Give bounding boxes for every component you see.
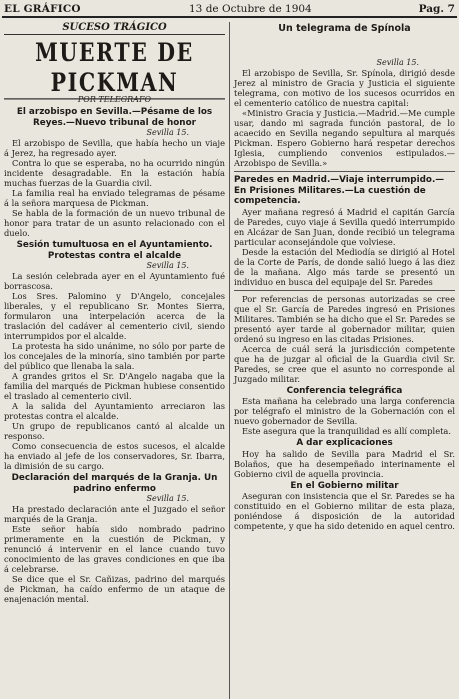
paragraph: Este señor había sido nombrado padrino primeramente en la cuestión de Pickman, y renunció á intervenir en el lance cuando tuvo conocimiento de las graves condiciones en que iba á celebrarse. [4,524,225,574]
divider [234,171,455,172]
left-column [4,22,225,604]
paragraph: Como consecuencia de estos sucesos, el alcalde ha enviado al jefe de los conservadores, Sr. Ibarra, la dimisión de su cargo. [4,441,225,471]
subhead: Conferencia telegráfica [286,385,403,396]
paragraph: Ayer mañana regresó á Madrid el capitán García de Paredes, cuyo viaje á Sevilla quedó interrumpido en Alcázar de San Juan, donde recibió un telegrama particular aconsejándole que volviese. [234,206,455,247]
paragraph: Los Sres. Palomino y D'Angelo, concejales liberales, y el republicano Sr. Montes Sierra, formularon una interpelación acerca de la traslación del cadáver al cementerio civil, siendo interrumpidos por el alcalde. [4,291,225,341]
subhead: El arzobispo en Sevilla.—Pésame de los Reyes.—Nuevo tribunal de honor [16,107,213,128]
paragraph: «Ministro Gracia y Justicia.—Madrid.—Me cumple usar, dando mi sagrada función pastoral, de lo acaecido en Sevilla negando sepultura al marqués Pickman. Espero Gobierno hará respetar derechos Iglesia, cumpliendo convenios estipulados.—Arzobispo de Sevilla.» [234,108,455,168]
paragraph: La protesta ha sido unánime, no sólo por parte de los concejales de la minoría, sino también por parte del público que llenaba la sala. [4,341,225,371]
paragraph: La sesión celebrada ayer en el Ayuntamiento fué borrascosa. [4,271,225,291]
paragraph: Un grupo de republicanos cantó al alcalde un responso. [4,421,225,441]
paragraph: Contra lo que se esperaba, no ha ocurrido ningún incidente desagradable. En la estación había muchas fuerzas de la Guardia civil. [4,158,225,188]
dateline: Sevilla 15. [376,58,419,67]
paragraph: Esta mañana ha celebrado una larga conferencia por telégrafo el ministro de la Gobernación con el nuevo gobernador de Sevilla. [234,396,455,426]
paragraph: Hoy ha salido de Sevilla para Madrid el Sr. Bolaños, que ha desempeñado interinamente el Gobierno civil de aquella provincia. [234,448,455,479]
right-headline: Un telegrama de Spínola [278,23,411,34]
paragraph: Ha prestado declaración ante el Juzgado el señor marqués de la Granja. [4,504,225,524]
subhead: A dar explicaciones [296,438,393,448]
subhead: Paredes en Madrid.—Viaje interrumpido.—En Prisiones Militares.—La cuestión de competencia. [234,175,445,206]
paragraph: El arzobispo de Sevilla, que había hecho un viaje á Jerez, ha regresado ayer. [4,138,225,158]
main-headline: MUERTE DE PICKMAN [4,37,225,100]
issue-date: 13 de Octubre de 1904 [189,3,312,15]
paragraph: Se dice que el Sr. Cañizas, padrino del marqués de Pickman, ha caído enfermo de un ataque de enajenación mental. [4,574,225,604]
dateline: Sevilla 15. [146,494,189,503]
byline: POR TELEGRAFO [77,95,152,104]
paragraph: A grandes gritos el Sr. D'Angelo nagaba que la familia del marqués de Pickman hubiese consentido el traslado al cementerio civil. [4,371,225,401]
right-column [234,58,455,531]
newspaper-name: EL GRÁFICO [4,3,81,15]
paragraph: Desde la estación del Mediodía se dirigió al Hotel de la Corte de París, de donde salió luego á las diez de la mañana. Algo más tarde se presentó un individuo en busca del equipaje del Sr. Paredes [234,246,455,287]
page-number: Pag. 7 [418,3,455,15]
divider [234,290,455,291]
paragraph: Aseguran con insistencia que el Sr. Paredes se ha constituido en el Gobierno militar de esta plaza, poniéndose á disposición de la autoridad competente, y que ha sido detenido en aquel centro. [234,491,455,531]
kicker: SUCESO TRÁGICO [4,22,225,35]
paragraph: El arzobispo de Sevilla, Sr. Spínola, dirigió desde Jerez al ministro de Gracia y Justicia el siguiente telegrama, con motivo de los sucesos ocurridos en el cementerio católico de nuestra capital: [234,68,455,108]
paragraph: Se habla de la formación de un nuevo tribunal de honor para tratar de un asunto relacionado con el duelo. [4,208,225,238]
paragraph: Por referencias de personas autorizadas se cree que el Sr. García de Paredes ingresó en Prisiones Militares. También se ha dicho que el Sr. Paredes se presentó ayer tarde al gobernador militar, quien ordenó su ingreso en las citadas Prisiones. [234,293,455,344]
subhead: Sesión tumultuosa en el Ayuntamiento. Protestas contra el alcalde [16,240,213,261]
paragraph: Acerca de cuál será la jurisdicción competente que ha de juzgar al oficial de la Guardia civil Sr. Paredes, se cree que el asunto no corresponde al Juzgado militar. [234,343,455,384]
header-rule [2,16,457,18]
paragraph: Este asegura que la tranquilidad es allí completa. [242,426,452,436]
dateline: Sevilla 15. [146,128,189,137]
subhead: Declaración del marqués de la Granja. Un padrino enfermo [11,473,218,494]
page-header [4,2,455,16]
column-divider [229,22,230,699]
subhead: En el Gobierno militar [290,480,399,491]
dateline: Sevilla 15. [146,261,189,270]
paragraph: La familia real ha enviado telegramas de pésame á la señora marquesa de Pickman. [4,188,225,208]
paragraph: A la salida del Ayuntamiento arreciaron las protestas contra el alcalde. [4,401,225,421]
